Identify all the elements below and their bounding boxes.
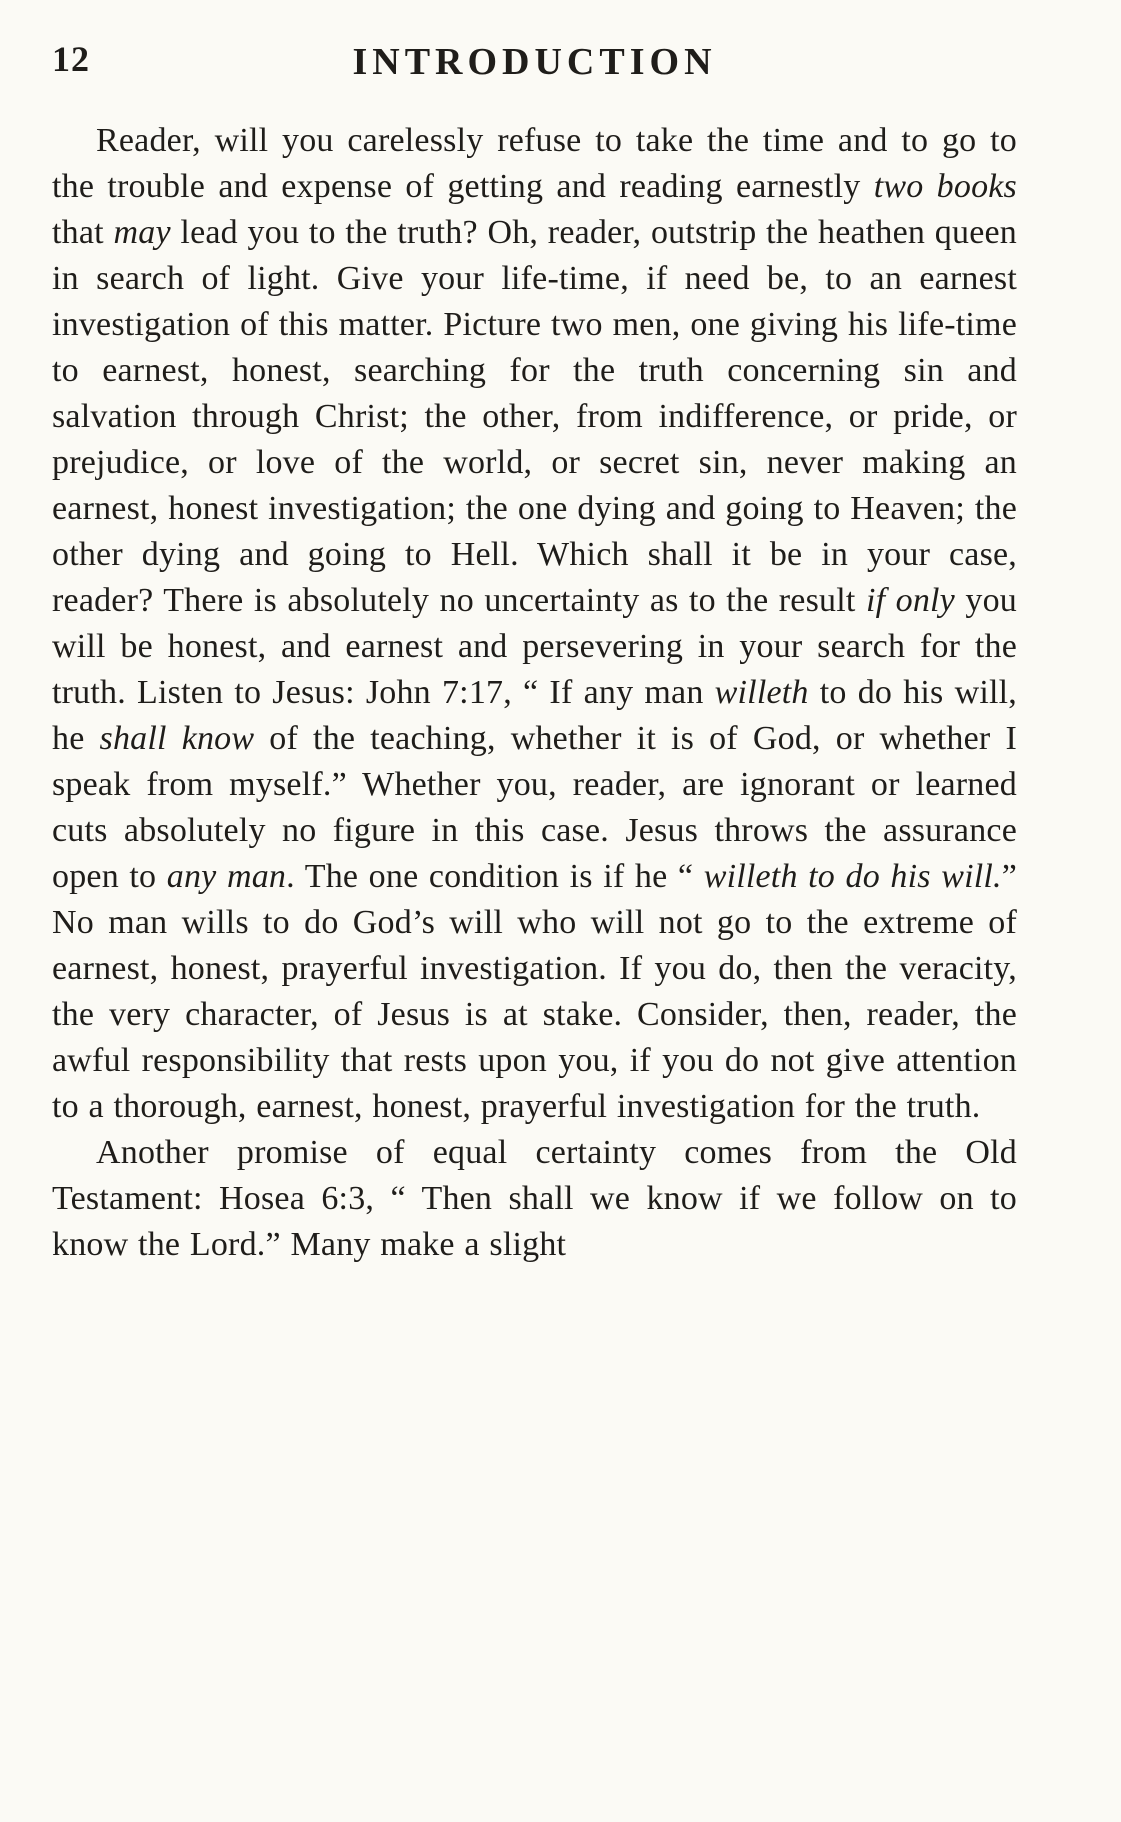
italic-segment: willeth to do his will. [703, 858, 1002, 895]
text-segment: of the teaching, whether it is of God, or whether I speak from myself.” Whether you, reader, are ignorant or learned cuts absolutely no figure in this case. Jesus throws the assurance open to [52, 720, 1017, 895]
text-segment: to do his will, he [52, 674, 1017, 757]
text-segment: Reader, will you carelessly refuse to take the time and to go to the trouble and expense of getting and reading earnestly [52, 122, 1017, 205]
paragraph-1 [52, 118, 1017, 1130]
text-segment: you will be honest, and earnest and persevering in your search for the truth. Listen to Jesus: John 7:17, “ If any man [52, 582, 1017, 711]
page-header [52, 36, 1017, 88]
italic-segment: any man [166, 858, 287, 895]
page-number: 12 [52, 39, 90, 79]
italic-segment: willeth [714, 674, 809, 711]
text-segment: lead you to the truth? Oh, reader, outstrip the heathen queen in search of light. Give your life-time, if need be, to an earnest investigation of this matter. Picture two men, one giving his life-time to earnest, honest, searching for the truth concerning sin and salvation through Christ; the other, from indifference, or pride, or prejudice, or love of the world, or secret sin, never making an earnest, honest investigation; the one dying and going to Heaven; the other dying and going to Hell. Which shall it be in your case, reader? There is absolutely no uncertainty as to the result [52, 214, 1017, 619]
italic-segment: shall know [99, 720, 255, 757]
italic-segment: two books [873, 168, 1017, 205]
paragraph-2 [52, 1130, 1017, 1268]
italic-segment: may [113, 214, 171, 251]
page-body [52, 118, 1017, 1268]
italic-segment: if only [865, 582, 955, 619]
text-segment: . The one condition is if he “ [286, 858, 704, 895]
text-segment: that [52, 214, 114, 251]
text-segment: Another promise of equal certainty comes from the Old Testament: Hosea 6:3, “ Then shall we know if we follow on to know the Lord.” Many make a slight [52, 1134, 1017, 1263]
text-segment: ” No man wills to do God’s will who will not go to the extreme of earnest, honest, prayerful investigation. If you do, then the veracity, the very character, of Jesus is at stake. Consider, then, reader, the awful responsibility that rests upon you, if you do not give attention to a thorough, earnest, honest, prayerful investigation for the truth. [52, 858, 1018, 1125]
running-title: INTRODUCTION [352, 41, 717, 83]
